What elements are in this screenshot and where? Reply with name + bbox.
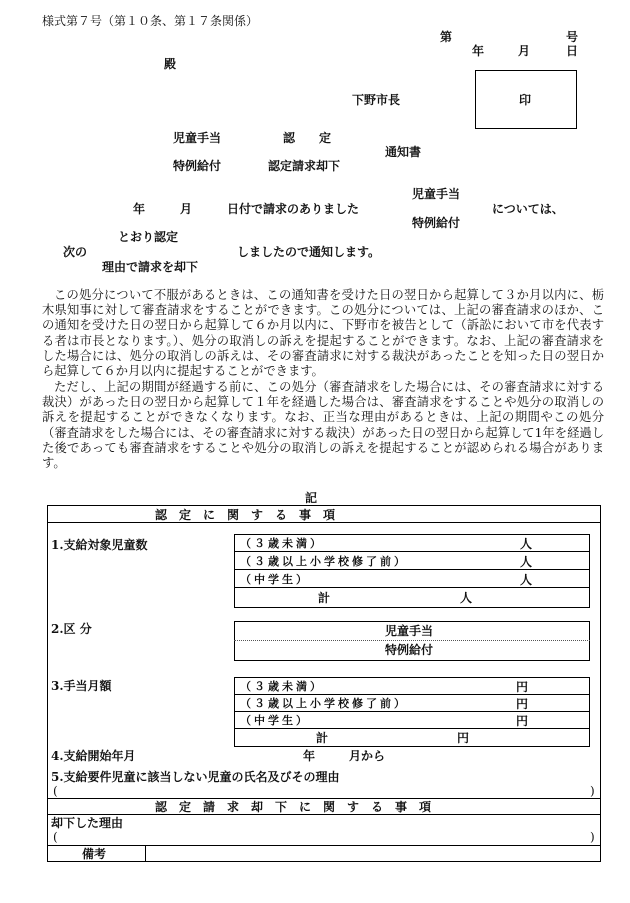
seal-label: 印 (519, 93, 532, 107)
title-nintei-kyakka: 認定請求却下 (268, 159, 341, 173)
label-monthly-amount: 3.手当月額 (51, 679, 112, 693)
table-header-nintei: 認 定 に 関 す る 事 項 (155, 508, 336, 522)
ki-label: 記 (305, 491, 318, 505)
start-year: 年 (303, 749, 316, 763)
paren-open: ( (53, 830, 58, 844)
intro-tokurei-kyufu: 特例給付 (412, 216, 461, 230)
intro-toori-nintei: とおり認定 (118, 230, 179, 244)
unit-yen: 円 (516, 680, 529, 694)
appeal-paragraph-1: この処分について不服があるときは、この通知書を受けた日の翌日から起算して３か月以内に、栃木県知事に対して審査請求をすることができます。この処分については、上記の審査請求のほか、この通知を受けた日の翌日から起算して６か月以内に、下野市を被告として（訴訟において市を代表する者は市長となります。）、処分の取消しの訴えを提起することができます。なお、上記の審査請求をした場合には、処分の取消しの訴えは、その審査請求に対する裁決があったことを知った日の翌日から起算して６か月以内に提起することができます。 (42, 288, 604, 379)
label-rejection-reason: 却下した理由 (51, 816, 124, 830)
seal-box (475, 70, 577, 129)
row-3-to-elementary: （３歳以上小学校修了前） (240, 555, 408, 568)
unit-person: 人 (520, 555, 533, 569)
appeal-paragraph-2: ただし、上記の期間が経過する前に、この処分（審査請求をした場合には、その審査請求に対する裁決）があった日の翌日から起算して１年を経過した場合は、審査請求をすることや処分の取消しの訴えを提起することができなくなります。なお、正当な理由があるときは、上記の期間やこの処分（審査請求をした場合には、その審査請求に対する裁決）があった日の翌日から起算して1年を経過した後であっても審査請求をすることや処分の取消しの訴えを提起することが認められる場合があります。 (42, 380, 604, 471)
unit-person: 人 (520, 573, 533, 587)
date-month: 月 (518, 44, 531, 58)
intro-year: 年 (133, 202, 146, 216)
intro-jidou-teate: 児童手当 (412, 187, 461, 201)
intro-riyu-kyakka: 理由で請求を却下 (102, 260, 199, 274)
total-label: 計 (318, 591, 331, 605)
amount-total-label: 計 (316, 731, 329, 745)
paren-close: ) (590, 830, 595, 844)
mayor-title: 下野市長 (352, 93, 401, 107)
label-category: 2.区 分 (51, 622, 92, 636)
category-jidou-teate: 児童手当 (385, 624, 434, 638)
title-tsuchisho: 通知書 (385, 145, 422, 159)
label-children-count: 1.支給対象児童数 (51, 538, 148, 552)
intro-tsugi-no: 次の (63, 245, 88, 259)
number-prefix: 第 (440, 30, 453, 44)
form-number: 様式第７号（第１０条、第１７条関係） (42, 14, 259, 28)
amount-under-3: （３歳未満） (240, 680, 324, 693)
label-start-month: 4.支給開始年月 (51, 749, 136, 763)
start-month-from: 月から (349, 749, 386, 763)
row-under-3: （３歳未満） (240, 537, 324, 550)
unit-yen: 円 (516, 697, 529, 711)
date-year: 年 (472, 44, 485, 58)
unit-yen: 円 (516, 714, 529, 728)
unit-person: 人 (520, 537, 533, 551)
intro-month: 月 (180, 202, 193, 216)
intro-request-date: 日付で請求のありました (227, 202, 360, 216)
number-suffix: 号 (566, 30, 579, 44)
amount-3-to-elementary: （３歳以上小学校修了前） (240, 697, 408, 710)
row-junior-high: （中学生） (240, 573, 310, 586)
title-jidou-teate: 児童手当 (173, 131, 222, 145)
amount-total-unit: 円 (457, 731, 470, 745)
amount-junior-high: （中学生） (240, 714, 310, 727)
category-tokurei-kyufu: 特例給付 (385, 643, 434, 657)
label-non-eligible-children: 5.支給要件児童に該当しない児童の氏名及びその理由 (51, 770, 340, 784)
recipient-honorific: 殿 (164, 57, 177, 71)
title-nintei: 認 定 (283, 131, 332, 145)
date-day: 日 (566, 44, 579, 58)
intro-tsuchi: しましたので通知します。 (237, 245, 381, 259)
intro-nitsuite: については、 (492, 202, 564, 216)
total-unit-person: 人 (460, 591, 473, 605)
title-tokurei-kyufu: 特例給付 (173, 159, 222, 173)
paren-open: ( (53, 784, 58, 798)
label-remarks: 備考 (82, 847, 107, 861)
paren-close: ) (590, 784, 595, 798)
table-header-kyakka: 認 定 請 求 却 下 に 関 す る 事 項 (155, 800, 432, 814)
